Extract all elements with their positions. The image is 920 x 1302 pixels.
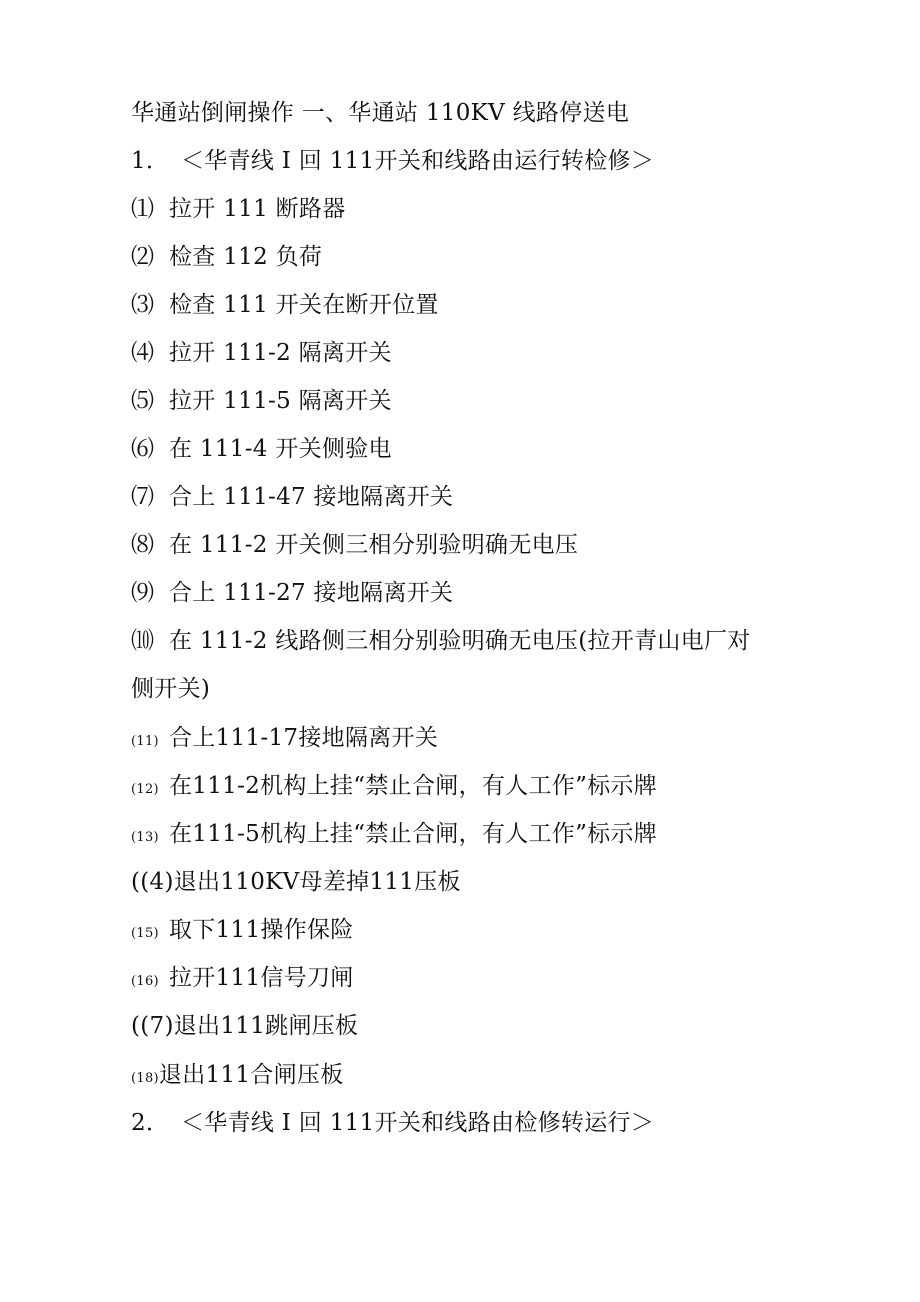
step-text-continuation: 侧开关) (131, 676, 211, 702)
step-text: 退出111合闸压板 (158, 1062, 344, 1088)
step-marker: ⑻ (131, 532, 155, 558)
step-text: 在111-2机构上挂“禁止合闸，有人工作”标示牌 (169, 773, 658, 799)
step-text: 合上111-17接地隔离开关 (169, 725, 439, 751)
step-9 (131, 577, 453, 609)
step-marker: (12) (131, 782, 159, 797)
step-text: 取下111操作保险 (169, 917, 354, 943)
step-marker: ⑸ (131, 388, 155, 414)
step-14 (131, 866, 461, 898)
step-marker: ⑹ (131, 436, 155, 462)
step-2 (131, 241, 322, 273)
step-text: ((4)退出110KV母差掉111压板 (131, 869, 461, 895)
section-1-number: 1． (131, 148, 170, 174)
step-marker: ⑽ (131, 628, 155, 654)
section-2-number: 2． (131, 1110, 170, 1136)
step-text: 检查 111 开关在断开位置 (169, 292, 439, 318)
step-marker: ⑼ (131, 580, 155, 606)
step-11 (131, 722, 438, 754)
step-text: 在 111-2 线路侧三相分别验明确无电压(拉开青山电厂对 (169, 628, 751, 654)
step-8 (131, 529, 578, 561)
step-12 (131, 770, 657, 802)
step-text: 拉开 111 断路器 (169, 196, 346, 222)
step-text: 在 111-2 开关侧三相分别验明确无电压 (169, 532, 579, 558)
step-10 (131, 625, 751, 657)
step-text: 合上 111-27 接地隔离开关 (169, 580, 454, 606)
step-10-continuation (131, 673, 210, 705)
step-13 (131, 818, 657, 850)
step-text: 在111-5机构上挂“禁止合闸，有人工作”标示牌 (169, 821, 658, 847)
step-3 (131, 289, 439, 321)
step-marker: (15) (131, 926, 159, 941)
step-18 (131, 1059, 344, 1091)
step-marker: ⑴ (131, 196, 155, 222)
step-17 (131, 1010, 358, 1042)
step-marker: ⑵ (131, 244, 155, 270)
step-15 (131, 914, 354, 946)
heading-text: 华通站倒闸操作 一、华通站 110KV 线路停送电 (131, 100, 630, 126)
step-text: 在 111-4 开关侧验电 (169, 436, 392, 462)
step-text: 拉开 111-2 隔离开关 (169, 340, 392, 366)
section-1-text: ＜华青线 I 回 111开关和线路由运行转检修＞ (181, 148, 655, 174)
section-2-title (131, 1107, 654, 1139)
step-4 (131, 337, 392, 369)
step-marker: ⑷ (131, 340, 155, 366)
section-1-title (131, 145, 654, 177)
step-text: 拉开111信号刀闸 (169, 965, 354, 991)
document-heading (131, 97, 629, 129)
step-marker: ⑺ (131, 484, 155, 510)
step-7 (131, 481, 453, 513)
step-marker: (18) (131, 1071, 159, 1086)
step-marker: (11) (131, 734, 159, 749)
step-text: 合上 111-47 接地隔离开关 (169, 484, 454, 510)
step-marker: (13) (131, 830, 159, 845)
step-text: 拉开 111-5 隔离开关 (169, 388, 392, 414)
step-marker: ⑶ (131, 292, 155, 318)
step-text: ((7)退出111跳闸压板 (131, 1013, 359, 1039)
step-text: 检查 112 负荷 (169, 244, 323, 270)
step-6 (131, 433, 392, 465)
step-marker: (16) (131, 974, 159, 989)
step-16 (131, 962, 354, 994)
section-2-text: ＜华青线 I 回 111开关和线路由检修转运行＞ (181, 1110, 655, 1136)
step-1 (131, 193, 346, 225)
step-5 (131, 385, 392, 417)
